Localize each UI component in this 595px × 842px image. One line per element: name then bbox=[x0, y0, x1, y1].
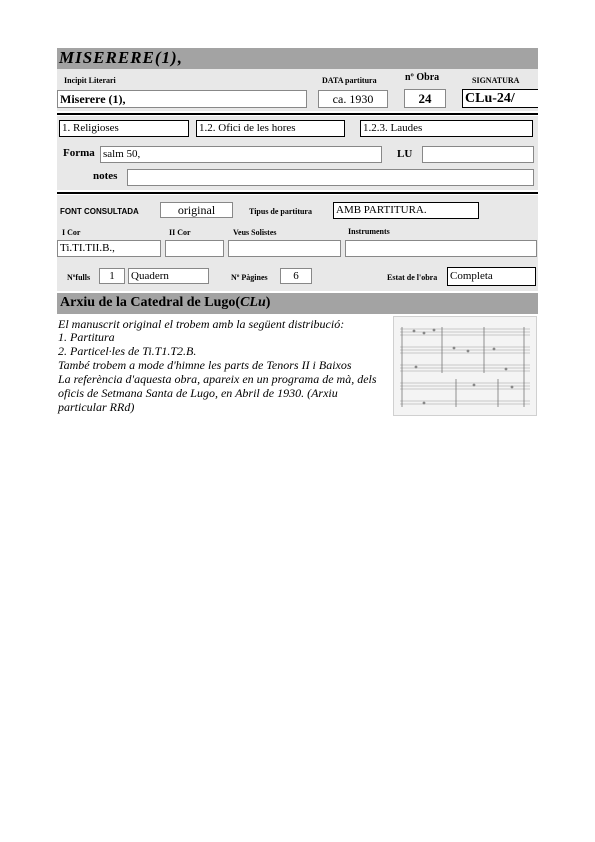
signatura-field[interactable]: CLu-24/ bbox=[462, 89, 538, 108]
archive-title bbox=[60, 295, 270, 311]
category-3-field[interactable]: 1.2.3. Laudes bbox=[360, 120, 533, 137]
category-1-field[interactable]: 1. Religioses bbox=[59, 120, 189, 137]
font-consultada-label: FONT CONSULTADA bbox=[60, 207, 139, 216]
archive-line: El manuscrit original el trobem amb la següent distribució: bbox=[58, 317, 345, 331]
archive-line: També trobem a mode d'himne les parts de Tenors II i Baixos bbox=[58, 358, 352, 372]
data-partitura-field[interactable]: ca. 1930 bbox=[318, 90, 388, 108]
ii-cor-label: II Cor bbox=[169, 228, 191, 237]
font-consultada-field[interactable]: original bbox=[160, 202, 233, 218]
n-obra-field[interactable]: 24 bbox=[404, 89, 446, 108]
estat-obra-label: Estat de l'obra bbox=[387, 273, 438, 282]
tipus-partitura-label: Tipus de partitura bbox=[249, 207, 312, 216]
lu-field[interactable] bbox=[422, 146, 534, 163]
lu-label: LU bbox=[397, 148, 413, 160]
instruments-field[interactable] bbox=[345, 240, 537, 257]
divider bbox=[57, 113, 538, 115]
veus-solistes-label: Veus Solistes bbox=[233, 228, 277, 237]
page-title: MISERERE(1), bbox=[59, 48, 183, 67]
manuscript-thumbnail bbox=[393, 316, 537, 416]
n-pagines-label: Nº Pàgines bbox=[231, 273, 268, 282]
instruments-label: Instruments bbox=[348, 227, 390, 236]
n-fulls-field[interactable]: 1 bbox=[99, 268, 125, 284]
incipit-field[interactable]: Miserere (1), bbox=[57, 90, 307, 108]
manuscript-image bbox=[394, 317, 536, 415]
incipit-label: Incipit Literari bbox=[64, 76, 116, 85]
i-cor-label: I Cor bbox=[62, 228, 81, 237]
archive-line: particular RRd) bbox=[58, 400, 135, 414]
archive-line: 1. Partitura bbox=[58, 330, 115, 344]
divider bbox=[57, 192, 538, 194]
signatura-label: SIGNATURA bbox=[472, 76, 520, 85]
ii-cor-field[interactable] bbox=[165, 240, 224, 257]
archive-title-suffix: ) bbox=[265, 295, 271, 310]
archive-title-code: CLu bbox=[240, 295, 266, 310]
archive-line: La referència d'aquesta obra, apareix en un programa de mà, dels bbox=[58, 372, 377, 386]
quadern-field[interactable]: Quadern bbox=[128, 268, 209, 284]
n-obra-label: nº Obra bbox=[405, 72, 440, 83]
tipus-partitura-field[interactable]: AMB PARTITURA. bbox=[333, 202, 479, 219]
forma-label: Forma bbox=[63, 147, 95, 159]
category-2-field[interactable]: 1.2. Ofici de les hores bbox=[196, 120, 345, 137]
n-fulls-label: Nºfulls bbox=[67, 273, 91, 282]
archive-line: oficis de Setmana Santa de Lugo, en Abril de 1930. (Arxiu bbox=[58, 386, 338, 400]
forma-field[interactable]: salm 50, bbox=[100, 146, 382, 163]
archive-title-prefix: Arxiu de la Catedral de Lugo( bbox=[60, 295, 241, 310]
estat-obra-field[interactable]: Completa bbox=[447, 267, 536, 286]
notes-label: notes bbox=[93, 170, 118, 182]
n-pagines-field[interactable]: 6 bbox=[280, 268, 312, 284]
data-partitura-label: DATA partitura bbox=[322, 76, 377, 85]
notes-field[interactable] bbox=[127, 169, 534, 186]
veus-solistes-field[interactable] bbox=[228, 240, 341, 257]
archive-line: 2. Particel·les de Ti.T1.T2.B. bbox=[58, 344, 197, 358]
i-cor-field[interactable]: Ti.TI.TII.B., bbox=[57, 240, 161, 257]
